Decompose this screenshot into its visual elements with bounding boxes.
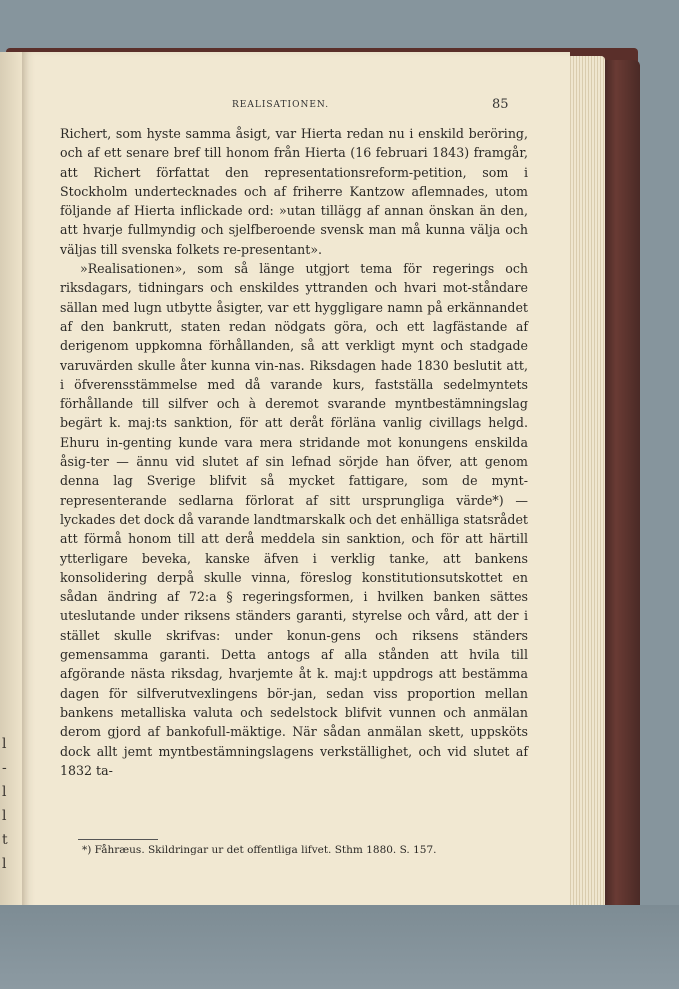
left-page-fragment: - xyxy=(2,760,7,776)
book-page xyxy=(22,52,570,918)
left-page-fragment: l xyxy=(2,784,7,800)
book-cover-edge xyxy=(600,60,640,918)
left-page-fragment: t xyxy=(2,832,8,848)
paragraph: »Realisationen», som så länge utgjort tema för regerings och riksdagars, tidningars och enskildes yttranden och hvari mot-ståndare sällan med lugn utbytte åsigter, var ett hyggligare namn på erkännandet af den bankrutt, staten redan nödgats göra, och ett lagfästande af derigenom uppkomna förhållanden, så att verkligt mynt och stadgade varuvärden skulle åter kunna vin-nas. Riksdagen hade 1830 beslutit att, i öfverensstämmelse med då varande kurs, fastställa sedelmyntets förhållande till silfver och à deremot svarande myntbestämningslag begärt k. maj:ts sanktion, för att deråt förläna vanlig civillags helgd. Ehuru in-genting kunde vara mera stridande mot konungens enskilda åsig-ter — ännu vid slutet af sin lefnad sörjde han öfver, att genom denna lag Sverige blifvit så mycket fattigare, som de mynt-representerande sedlarna förlorat af sitt ursprungliga värde*) — lyckades det dock då varande landtmarskalk och det enhälliga statsrådet att förmå honom till att derå meddela sin sanktion, och för att härtill ytterligare beveka, kanske äfven i verklig tanke, att bankens konsolidering derpå skulle vinna, föreslog konstitutionsutskottet en sådan ändring af 72:a § regeringsformen, i hvilken banken sättes uteslutande under riksens ständers garanti, styrelse och vård, att der i stället skulle skrifvas: under konun-gens och riksens ständers gemensamma garanti. Detta antogs af alla stånden att hvila till afgörande nästa riksdag, hvarjemte åt k. maj:t uppdrogs att bestämma dagen för silfverutvexlingens bör-jan, sedan viss proportion mellan bankens metalliska valuta och sedelstock blifvit vunnen och anmälan derom gjord af bankofull-mäktige. När sådan anmälan skett, uppsköts dock allt jemt myntbestämningslagens verkställighet, och vid slutet af 1832 ta- xyxy=(60,261,528,778)
table-surface xyxy=(0,905,679,989)
left-page-edge xyxy=(0,52,24,918)
left-page-text xyxy=(2,52,24,918)
left-page-fragment: l xyxy=(2,808,7,824)
paragraph: Richert, som hyste samma åsigt, var Hierta redan nu i enskild beröring, och af ett senare bref till honom från Hierta (16 februari 1843) framgår, att Richert författat den representationsreform-petition, som i Stockholm undertecknades och af friherre Kantzow aflemnades, utom följande af Hierta inflickade ord: »utan tillägg af annan önskan än den, att hvarje fullmyndig och sjelfberoende svensk man må kunna välja och väljas till svenska folkets re-presentant». xyxy=(60,126,528,257)
body-text xyxy=(60,124,528,780)
left-page-fragment: l xyxy=(2,856,7,872)
page-number: 85 xyxy=(492,97,509,112)
footnote: *) Fåhræus. Skildringar ur det offentliga lifvet. Sthm 1880. S. 157. xyxy=(82,844,437,856)
footnote-rule xyxy=(78,839,158,840)
page-edges xyxy=(565,56,605,918)
left-page-fragment: l xyxy=(2,736,7,752)
running-title: REALISATIONEN. xyxy=(232,100,330,110)
page-header xyxy=(22,97,570,117)
